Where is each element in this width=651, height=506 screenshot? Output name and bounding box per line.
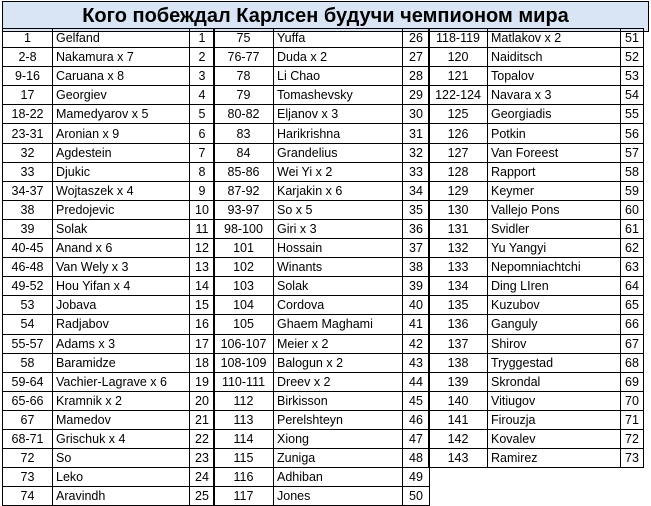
opponent-cell: Baramidze	[53, 353, 190, 372]
win-range-cell: 80-82	[214, 105, 274, 124]
opponent-count-cell: 16	[190, 315, 215, 334]
opponent-cell: Kuzubov	[488, 296, 621, 315]
win-range-cell: 133	[429, 258, 488, 277]
win-range-cell: 105	[214, 315, 274, 334]
table-row	[214, 258, 430, 277]
table-row	[214, 162, 430, 181]
win-range-cell: 54	[3, 315, 53, 334]
table-block-3	[428, 28, 644, 468]
table-row	[3, 410, 215, 429]
opponent-count-cell: 28	[403, 67, 430, 86]
table-row	[3, 48, 215, 67]
opponent-cell: Vallejo Pons	[488, 200, 621, 219]
table-row	[429, 277, 644, 296]
table-row	[214, 315, 430, 334]
win-range-cell: 33	[3, 162, 53, 181]
win-range-cell: 115	[214, 449, 274, 468]
opponent-count-cell: 25	[190, 487, 215, 506]
opponent-cell: Navara x 3	[488, 86, 621, 105]
opponent-cell: Van Wely x 3	[53, 258, 190, 277]
opponent-cell: So x 5	[274, 200, 403, 219]
opponent-cell: Naiditsch	[488, 48, 621, 67]
table-row	[429, 449, 644, 468]
opponent-cell: Solak	[53, 219, 190, 238]
table-block-1	[2, 28, 215, 506]
opponent-count-cell: 70	[621, 391, 644, 410]
table-row	[3, 277, 215, 296]
opponent-count-cell: 54	[621, 86, 644, 105]
opponent-cell: Georgiev	[53, 86, 190, 105]
opponent-cell: Harikrishna	[274, 124, 403, 143]
opponent-count-cell: 52	[621, 48, 644, 67]
win-range-cell: 46-48	[3, 258, 53, 277]
opponent-count-cell: 55	[621, 105, 644, 124]
win-range-cell: 121	[429, 67, 488, 86]
win-range-cell: 141	[429, 410, 488, 429]
opponent-count-cell: 36	[403, 219, 430, 238]
opponent-cell: Solak	[274, 277, 403, 296]
table-row	[429, 258, 644, 277]
opponent-cell: Yu Yangyi	[488, 239, 621, 258]
table-row	[214, 353, 430, 372]
opponent-cell: Matlakov x 2	[488, 29, 621, 48]
opponent-cell: Grandelius	[274, 143, 403, 162]
table-row	[3, 449, 215, 468]
win-range-cell: 127	[429, 143, 488, 162]
opponent-count-cell: 27	[403, 48, 430, 67]
win-range-cell: 58	[3, 353, 53, 372]
opponent-count-cell: 59	[621, 181, 644, 200]
win-range-cell: 139	[429, 372, 488, 391]
opponent-cell: Georgiadis	[488, 105, 621, 124]
opponent-count-cell: 29	[403, 86, 430, 105]
opponent-count-cell: 60	[621, 200, 644, 219]
win-range-cell: 83	[214, 124, 274, 143]
win-range-cell: 140	[429, 391, 488, 410]
win-range-cell: 2-8	[3, 48, 53, 67]
win-range-cell: 78	[214, 67, 274, 86]
opponent-count-cell: 38	[403, 258, 430, 277]
opponent-count-cell: 40	[403, 296, 430, 315]
opponent-cell: Keymer	[488, 181, 621, 200]
table-row	[214, 124, 430, 143]
opponent-count-cell: 6	[190, 124, 215, 143]
table-row	[214, 429, 430, 448]
opponent-cell: Radjabov	[53, 315, 190, 334]
opponent-cell: Ding LIren	[488, 277, 621, 296]
table-row	[3, 429, 215, 448]
opponent-count-cell: 11	[190, 219, 215, 238]
table-row	[214, 219, 430, 238]
win-range-cell: 101	[214, 239, 274, 258]
opponent-cell: Leko	[53, 468, 190, 487]
table-row	[429, 181, 644, 200]
opponent-cell: Aravindh	[53, 487, 190, 506]
opponent-count-cell: 26	[403, 29, 430, 48]
table-row	[429, 200, 644, 219]
win-range-cell: 126	[429, 124, 488, 143]
opponent-count-cell: 20	[190, 391, 215, 410]
win-range-cell: 125	[429, 105, 488, 124]
win-range-cell: 18-22	[3, 105, 53, 124]
table-row	[3, 353, 215, 372]
opponent-cell: Svidler	[488, 219, 621, 238]
opponent-count-cell: 19	[190, 372, 215, 391]
win-range-cell: 108-109	[214, 353, 274, 372]
table-row	[3, 296, 215, 315]
table-row	[429, 162, 644, 181]
table-row	[3, 124, 215, 143]
opponent-cell: Cordova	[274, 296, 403, 315]
table-row	[3, 181, 215, 200]
opponent-cell: Mamedov	[53, 410, 190, 429]
opponent-cell: Rapport	[488, 162, 621, 181]
opponent-count-cell: 32	[403, 143, 430, 162]
opponent-count-cell: 64	[621, 277, 644, 296]
table-row	[429, 315, 644, 334]
opponent-count-cell: 39	[403, 277, 430, 296]
opponent-count-cell: 37	[403, 239, 430, 258]
table-row	[3, 239, 215, 258]
opponent-cell: Karjakin x 6	[274, 181, 403, 200]
table-row	[429, 429, 644, 448]
table-row	[3, 29, 215, 48]
table-row	[214, 468, 430, 487]
table-row	[3, 219, 215, 238]
opponent-cell: Grischuk x 4	[53, 429, 190, 448]
opponent-cell: Vitiugov	[488, 391, 621, 410]
table-row	[214, 239, 430, 258]
opponent-cell: Mamedyarov x 5	[53, 105, 190, 124]
table-row	[214, 29, 430, 48]
table-row	[429, 67, 644, 86]
opponent-count-cell: 47	[403, 429, 430, 448]
win-range-cell: 118-119	[429, 29, 488, 48]
opponent-cell: Predojevic	[53, 200, 190, 219]
opponent-count-cell: 73	[621, 449, 644, 468]
win-range-cell: 143	[429, 449, 488, 468]
table-row	[214, 487, 430, 506]
opponent-cell: Potkin	[488, 124, 621, 143]
table-row	[3, 258, 215, 277]
win-range-cell: 72	[3, 449, 53, 468]
win-range-cell: 87-92	[214, 181, 274, 200]
table-row	[214, 67, 430, 86]
table-row	[214, 105, 430, 124]
opponent-count-cell: 3	[190, 67, 215, 86]
table-row	[429, 353, 644, 372]
opponent-cell: Eljanov x 3	[274, 105, 403, 124]
win-range-cell: 113	[214, 410, 274, 429]
opponent-count-cell: 4	[190, 86, 215, 105]
opponent-count-cell: 58	[621, 162, 644, 181]
opponent-count-cell: 67	[621, 334, 644, 353]
opponent-count-cell: 57	[621, 143, 644, 162]
opponent-count-cell: 23	[190, 449, 215, 468]
win-range-cell: 34-37	[3, 181, 53, 200]
win-range-cell: 131	[429, 219, 488, 238]
table-row	[214, 143, 430, 162]
opponent-cell: Topalov	[488, 67, 621, 86]
opponent-cell: Aronian x 9	[53, 124, 190, 143]
opponent-cell: Agdestein	[53, 143, 190, 162]
table-row	[429, 29, 644, 48]
opponent-cell: Meier x 2	[274, 334, 403, 353]
win-range-cell: 49-52	[3, 277, 53, 296]
table-row	[3, 487, 215, 506]
win-range-cell: 128	[429, 162, 488, 181]
opponent-count-cell: 21	[190, 410, 215, 429]
opponent-cell: Perelshteyn	[274, 410, 403, 429]
opponent-cell: Tomashevsky	[274, 86, 403, 105]
win-range-cell: 136	[429, 315, 488, 334]
table-row	[429, 391, 644, 410]
win-range-cell: 103	[214, 277, 274, 296]
win-range-cell: 65-66	[3, 391, 53, 410]
opponent-cell: Adams x 3	[53, 334, 190, 353]
opponent-count-cell: 35	[403, 200, 430, 219]
win-range-cell: 104	[214, 296, 274, 315]
win-range-cell: 73	[3, 468, 53, 487]
win-range-cell: 98-100	[214, 219, 274, 238]
table-row	[3, 105, 215, 124]
opponent-count-cell: 53	[621, 67, 644, 86]
opponent-cell: Winants	[274, 258, 403, 277]
opponent-count-cell: 44	[403, 372, 430, 391]
table-row	[429, 410, 644, 429]
opponent-count-cell: 68	[621, 353, 644, 372]
win-range-cell: 114	[214, 429, 274, 448]
win-range-cell: 74	[3, 487, 53, 506]
opponent-cell: Xiong	[274, 429, 403, 448]
table-row	[214, 86, 430, 105]
win-range-cell: 112	[214, 391, 274, 410]
table-row	[429, 105, 644, 124]
win-range-cell: 130	[429, 200, 488, 219]
opponent-cell: So	[53, 449, 190, 468]
opponent-cell: Nakamura x 7	[53, 48, 190, 67]
table-row	[3, 86, 215, 105]
win-range-cell: 59-64	[3, 372, 53, 391]
opponent-cell: Tryggestad	[488, 353, 621, 372]
table-row	[3, 391, 215, 410]
opponent-count-cell: 33	[403, 162, 430, 181]
opponent-cell: Zuniga	[274, 449, 403, 468]
win-range-cell: 120	[429, 48, 488, 67]
opponent-cell: Jones	[274, 487, 403, 506]
opponent-cell: Gelfand	[53, 29, 190, 48]
opponent-cell: Anand x 6	[53, 239, 190, 258]
opponent-count-cell: 49	[403, 468, 430, 487]
table-row	[429, 48, 644, 67]
win-range-cell: 117	[214, 487, 274, 506]
win-range-cell: 23-31	[3, 124, 53, 143]
opponent-count-cell: 7	[190, 143, 215, 162]
win-range-cell: 110-111	[214, 372, 274, 391]
opponent-count-cell: 56	[621, 124, 644, 143]
table-row	[3, 162, 215, 181]
opponent-count-cell: 66	[621, 315, 644, 334]
opponent-count-cell: 62	[621, 239, 644, 258]
table-row	[214, 296, 430, 315]
opponent-count-cell: 22	[190, 429, 215, 448]
opponent-cell: Ganguly	[488, 315, 621, 334]
opponent-count-cell: 48	[403, 449, 430, 468]
opponent-count-cell: 46	[403, 410, 430, 429]
win-range-cell: 9-16	[3, 67, 53, 86]
opponent-cell: Djukic	[53, 162, 190, 181]
opponent-count-cell: 15	[190, 296, 215, 315]
opponent-cell: Kramnik x 2	[53, 391, 190, 410]
table-row	[3, 334, 215, 353]
win-range-cell: 79	[214, 86, 274, 105]
table-row	[214, 334, 430, 353]
opponent-count-cell: 41	[403, 315, 430, 334]
opponent-count-cell: 2	[190, 48, 215, 67]
opponent-count-cell: 45	[403, 391, 430, 410]
opponent-cell: Hou Yifan x 4	[53, 277, 190, 296]
opponent-cell: Birkisson	[274, 391, 403, 410]
opponent-cell: Balogun x 2	[274, 353, 403, 372]
opponent-count-cell: 50	[403, 487, 430, 506]
table-row	[429, 124, 644, 143]
opponent-count-cell: 34	[403, 181, 430, 200]
opponent-cell: Li Chao	[274, 67, 403, 86]
table-row	[214, 449, 430, 468]
table-row	[429, 143, 644, 162]
opponent-cell: Caruana x 8	[53, 67, 190, 86]
win-range-cell: 138	[429, 353, 488, 372]
opponent-cell: Ramirez	[488, 449, 621, 468]
opponent-count-cell: 42	[403, 334, 430, 353]
table-row	[429, 239, 644, 258]
win-range-cell: 1	[3, 29, 53, 48]
win-range-cell: 53	[3, 296, 53, 315]
win-range-cell: 122-124	[429, 86, 488, 105]
table-row	[429, 219, 644, 238]
opponent-cell: Giri x 3	[274, 219, 403, 238]
table-row	[214, 277, 430, 296]
opponent-count-cell: 61	[621, 219, 644, 238]
table-row	[429, 372, 644, 391]
win-range-cell: 40-45	[3, 239, 53, 258]
win-range-cell: 134	[429, 277, 488, 296]
win-range-cell: 76-77	[214, 48, 274, 67]
table-row	[429, 334, 644, 353]
opponent-cell: Skrondal	[488, 372, 621, 391]
opponent-cell: Dreev x 2	[274, 372, 403, 391]
opponent-count-cell: 71	[621, 410, 644, 429]
opponent-count-cell: 12	[190, 239, 215, 258]
opponent-cell: Van Foreest	[488, 143, 621, 162]
win-range-cell: 106-107	[214, 334, 274, 353]
opponent-count-cell: 5	[190, 105, 215, 124]
win-range-cell: 17	[3, 86, 53, 105]
opponent-count-cell: 51	[621, 29, 644, 48]
opponent-count-cell: 8	[190, 162, 215, 181]
win-range-cell: 135	[429, 296, 488, 315]
win-range-cell: 39	[3, 219, 53, 238]
table-row	[3, 468, 215, 487]
table-row	[214, 48, 430, 67]
opponent-count-cell: 17	[190, 334, 215, 353]
opponent-cell: Ghaem Maghami	[274, 315, 403, 334]
win-range-cell: 102	[214, 258, 274, 277]
opponent-count-cell: 1	[190, 29, 215, 48]
win-range-cell: 38	[3, 200, 53, 219]
opponent-count-cell: 63	[621, 258, 644, 277]
win-range-cell: 132	[429, 239, 488, 258]
win-range-cell: 84	[214, 143, 274, 162]
opponent-cell: Duda x 2	[274, 48, 403, 67]
table-row	[429, 86, 644, 105]
table-row	[214, 410, 430, 429]
table-row	[214, 372, 430, 391]
win-range-cell: 116	[214, 468, 274, 487]
win-range-cell: 142	[429, 429, 488, 448]
opponent-cell: Yuffa	[274, 29, 403, 48]
opponent-count-cell: 10	[190, 200, 215, 219]
opponent-cell: Hossain	[274, 239, 403, 258]
opponent-count-cell: 14	[190, 277, 215, 296]
win-range-cell: 129	[429, 181, 488, 200]
table-row	[214, 391, 430, 410]
opponent-cell: Shirov	[488, 334, 621, 353]
table-row	[429, 296, 644, 315]
opponent-cell: Kovalev	[488, 429, 621, 448]
opponent-count-cell: 43	[403, 353, 430, 372]
win-range-cell: 137	[429, 334, 488, 353]
table-row	[3, 200, 215, 219]
win-range-cell: 67	[3, 410, 53, 429]
opponent-count-cell: 24	[190, 468, 215, 487]
table-row	[3, 143, 215, 162]
opponent-count-cell: 9	[190, 181, 215, 200]
win-range-cell: 93-97	[214, 200, 274, 219]
opponent-cell: Vachier-Lagrave x 6	[53, 372, 190, 391]
win-range-cell: 85-86	[214, 162, 274, 181]
table-block-2	[213, 28, 430, 506]
win-range-cell: 32	[3, 143, 53, 162]
opponent-count-cell: 72	[621, 429, 644, 448]
opponent-count-cell: 18	[190, 353, 215, 372]
opponent-cell: Wei Yi x 2	[274, 162, 403, 181]
table-row	[214, 200, 430, 219]
opponent-cell: Firouzja	[488, 410, 621, 429]
win-range-cell: 75	[214, 29, 274, 48]
opponent-count-cell: 31	[403, 124, 430, 143]
opponent-cell: Adhiban	[274, 468, 403, 487]
opponent-count-cell: 65	[621, 296, 644, 315]
win-range-cell: 68-71	[3, 429, 53, 448]
opponent-count-cell: 30	[403, 105, 430, 124]
opponent-cell: Nepomniachtchi	[488, 258, 621, 277]
opponent-count-cell: 69	[621, 372, 644, 391]
win-range-cell: 55-57	[3, 334, 53, 353]
table-title: Кого побеждал Карлсен будучи чемпионом мира	[2, 1, 649, 32]
opponent-count-cell: 13	[190, 258, 215, 277]
table-row	[3, 315, 215, 334]
opponent-cell: Jobava	[53, 296, 190, 315]
table-row	[3, 67, 215, 86]
opponent-cell: Wojtaszek x 4	[53, 181, 190, 200]
table-row	[214, 181, 430, 200]
table-row	[3, 372, 215, 391]
